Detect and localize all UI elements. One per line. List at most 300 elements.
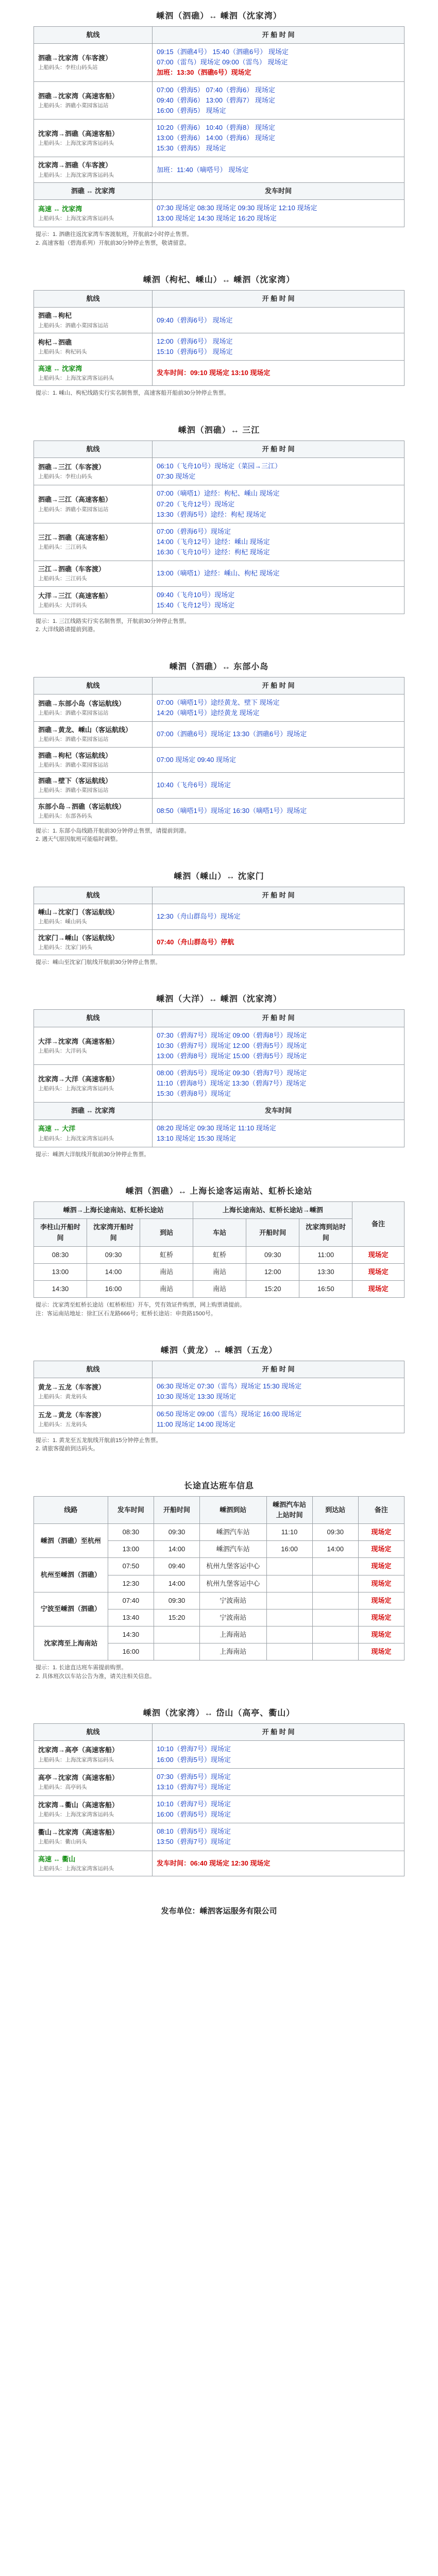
route-name: 泗礁→三江（车客渡） [38,463,106,471]
cell: 13:30 [299,1263,352,1280]
schedule-line[interactable]: 13:00（碧海8号）现场定 15:00（碧海5号）现场定 [157,1052,307,1060]
cell [312,1626,358,1643]
bus-line[interactable]: 13:10 现场定 15:30 现场定 [157,1134,236,1142]
column-header: 到达站 [312,1496,358,1523]
route-sub: 上船码头：东部各码头 [38,812,92,819]
route-sub: 上船码头：上海沈家湾客运码头 [38,215,114,222]
table-row [34,1558,405,1575]
schedule-line[interactable]: 14:00（飞舟12号）途经：嵊山 现场定 [157,537,270,546]
table-row [34,333,405,360]
route-sub: 上船码头：上海沈家湾客运码头 [38,1086,114,1092]
table-row [34,1524,405,1541]
route-sub: 上船码头：衢山码头 [38,1839,87,1845]
schedule-line[interactable]: 07:00 现场定 09:40 现场定 [157,755,236,764]
section-title: 嵊泗（黄龙）↔ 嵊泗（五龙） [160,1346,278,1355]
table-row [34,44,405,81]
table-row [34,798,405,823]
table-row [34,1405,405,1433]
schedule-table [33,290,405,386]
table-row [34,1768,405,1795]
cell: 14:00 [312,1541,358,1558]
note-line: 2. 请旅客提前到达码头。 [36,1446,99,1452]
route-name: 嵊山→沈家门（客运航线） [38,908,119,917]
table-row [34,81,405,119]
bus-line[interactable]: 07:30 现场定 08:30 现场定 09:30 现场定 12:10 现场定 [157,204,317,212]
cell [266,1558,312,1575]
route-sub: 上船码头：泗礁小菜园客运站 [38,787,109,794]
column-header-time: 开 船 时 间 [153,1361,405,1378]
notes [33,614,405,637]
schedule-line[interactable]: 15:10（碧海6号） 现场定 [157,347,233,355]
schedule-line[interactable]: 13:00（碧海6） 14:00（碧海6） 现场定 [157,134,275,142]
schedule-line[interactable]: 08:50（嘀嗒1号）现场定 16:30（嘀嗒1号）现场定 [157,806,307,815]
column-header-time: 开 船 时 间 [153,1724,405,1741]
section-shengshan-shenjiamen [33,860,405,970]
notes [33,1660,405,1684]
column-header: 备注 [358,1496,404,1523]
cell [154,1643,199,1660]
note-line: 2. 大洋线路请提前到港。 [36,626,99,633]
route-name: 高亭→沈家湾（高速客船） [38,1773,119,1782]
note-line: 提示：1. 泗礁往返沈家湾车客渡航班，开航前2小时停止售票。 [36,231,193,238]
note-line: 提示：嵊山至沈家门航线开航前30分钟停止售票。 [36,959,161,965]
schedule-line[interactable]: 16:00（碧海5号）现场定 [157,1755,231,1764]
route-sub: 上船码头：李柱山码头站 [38,64,98,71]
cell: 南站 [193,1281,246,1298]
ticket-link[interactable]: 现场定 [358,1609,404,1626]
column-header: 嵊泗汽车站上站时间 [266,1496,312,1523]
ticket-link[interactable]: 现场定 [358,1541,404,1558]
bus-header-time: 发车时间 [153,1103,405,1120]
route-name: 大洋→三江（高速客船） [38,591,112,600]
cell: 宁波南站 [200,1609,266,1626]
route-sub: 上船码头：上海沈家湾客运码头 [38,140,114,147]
cell [312,1558,358,1575]
cell: 08:30 [34,1246,87,1263]
route-name: 泗礁→沈家湾（车客渡） [38,54,112,62]
cell: 16:50 [299,1281,352,1298]
table-row [34,458,405,485]
cell: 上海南站 [200,1626,266,1643]
route-sub: 上船码头：上海沈家湾客运码头 [38,1811,114,1818]
notes [33,1298,405,1321]
schedule-line[interactable]: 10:30 现场定 13:30 现场定 [157,1393,236,1401]
section-title: 嵊泗（泗礁）↔ 三江 [178,426,260,435]
schedule-line[interactable]: 07:20（飞舟12号）现场定 [157,500,235,508]
cell [266,1626,312,1643]
route-sub: 上船码头：上海沈家湾客运码头 [38,1865,114,1872]
column-header: 开船时间 [154,1496,199,1523]
table-row [34,1263,405,1280]
cell: 南站 [140,1263,193,1280]
section-daishan [33,1697,405,1876]
schedule-line[interactable]: 16:30（飞舟10号）途经：枸杞 现场定 [157,548,270,556]
schedule-line[interactable]: 15:40（飞舟12号）现场定 [157,601,235,609]
route-sub: 上船码头：上海沈家湾客运码头 [38,375,114,382]
table-row [34,1626,405,1643]
subheader: 到站 [140,1219,193,1246]
route-sub: 上船码头：三江码头 [38,544,87,550]
schedule-line[interactable]: 11:10（碧海8号）现场定 13:30（碧海7号）现场定 [157,1079,307,1088]
bus-route-name: 高速 ↔ 大洋 [38,1125,76,1133]
cell: 12:30 [108,1575,154,1592]
section-dayang-shenjiawan [33,983,405,1162]
cell: 沈家湾至上海南站 [34,1626,108,1660]
cell [266,1592,312,1609]
schedule-line[interactable]: 10:10（碧海7号）现场定 [157,1745,231,1753]
table-row [34,1064,405,1102]
bus-table [33,1201,405,1298]
cell [266,1643,312,1660]
cell: 09:30 [154,1524,199,1541]
schedule-line[interactable]: 13:00（嘀嗒1）途经：嵊山、枸杞 现场定 [157,569,280,578]
cell: 宁波至嵊泗（泗礁） [34,1592,108,1626]
subheader: 沈家湾到站时间 [299,1219,352,1246]
ticket-link[interactable]: 现场定 [358,1558,404,1575]
ticket-link[interactable]: 现场定 [358,1575,404,1592]
route-name: 沈家湾→高亭（高速客船） [38,1746,119,1754]
schedule-table [33,1723,405,1876]
schedule-line[interactable]: 10:40（飞舟6号）现场定 [157,781,231,789]
column-header: 嵊泗到站 [200,1496,266,1523]
route-sub: 上船码头：上海沈家湾客运码头 [38,1135,114,1142]
cell: 09:30 [246,1246,299,1263]
route-name: 黄龙→五龙（车客渡） [38,1383,106,1392]
cell: 嵊泗汽车站 [200,1524,266,1541]
schedule-line[interactable]: 06:30 现场定 07:30（雷鸟）现场定 15:30 现场定 [157,1382,302,1391]
route-name: 五龙→黄龙（车客渡） [38,1411,106,1419]
column-header-time: 开 船 时 间 [153,440,405,457]
subheader: 李柱山开船时间 [34,1219,87,1246]
note-line: 提示：1. 三江线路实行实名制售票，开航前30分钟停止售票。 [36,618,190,624]
cell: 16:00 [266,1541,312,1558]
cell [154,1626,199,1643]
note-line: 2. 具体班次以车站公告为准，请关注相关信息。 [36,1673,156,1680]
table-row [34,157,405,182]
schedule-line[interactable]: 发车时间：06:40 现场定 12:30 现场定 [157,1859,271,1867]
route-sub: 上船码头：泗礁小菜园客运站 [38,761,109,768]
cell: 嵊泗汽车站 [200,1541,266,1558]
route-name: 沈家湾→衢山（高速客船） [38,1801,119,1809]
schedule-line[interactable]: 11:00 现场定 14:00 现场定 [157,1420,236,1428]
schedule-table [33,1361,405,1433]
route-name: 泗礁→沈家湾（高速客船） [38,92,119,100]
column-header-route: 航线 [34,887,153,904]
column-header-time: 开 船 时 间 [153,1010,405,1027]
table-row [34,773,405,798]
route-sub: 上船码头：黄龙码头 [38,1394,87,1400]
route-name: 泗礁→三江（高速客船） [38,496,112,504]
route-sub: 上船码头：泗礁小菜园客运站 [38,736,109,743]
schedule-table [33,440,405,614]
section-gouqi-shengshan [33,264,405,401]
table-row [34,485,405,523]
section-huanglong-wulong [33,1334,405,1456]
route-name: 大洋→沈家湾（高速客船） [38,1037,119,1045]
column-header: 发车时间 [108,1496,154,1523]
route-sub: 上船码头：泗礁小菜园客运站 [38,710,109,717]
ticket-link[interactable]: 现场定 [352,1263,405,1280]
schedule-line[interactable]: 07:00（雷鸟）现场定 09:00（雷鸟） 现场定 [157,58,288,66]
schedule-line[interactable]: 07:30 现场定 [157,472,196,481]
column-header-time: 开 船 时 间 [153,27,405,44]
cell [312,1609,358,1626]
cell: 07:40 [108,1592,154,1609]
bus-header: 泗礁 ↔ 沈家湾 [34,1103,153,1120]
schedule-line[interactable]: 07:00（碧海6号）现场定 [157,527,231,535]
cell: 杭州至嵊泗（泗礁） [34,1558,108,1592]
schedule-line[interactable]: 08:10（碧海5号）现场定 [157,1827,231,1836]
schedule-line[interactable]: 15:30（碧海8号）现场定 [157,1090,231,1098]
table-row [34,1281,405,1298]
table-row [34,1795,405,1823]
schedule-line[interactable]: 加班：13:30（泗礁6号）现场定 [157,69,251,77]
section-title: 嵊泗（泗礁）↔ 嵊泗（沈家湾） [156,12,282,21]
section-title: 长途直达班车信息 [183,1481,254,1490]
cell [312,1575,358,1592]
schedule-table [33,677,405,824]
schedule-line[interactable]: 12:00（碧海6号） 现场定 [157,337,233,345]
cell: 13:00 [34,1263,87,1280]
schedule-line[interactable]: 12:30（舟山群岛号）现场定 [157,912,241,921]
table-row [34,1027,405,1064]
column-header: 上海长途南站、虹桥长途站→嵊泗 [193,1202,352,1219]
route-name: 沈家湾→泗礁（高速客船） [38,129,119,138]
schedule-line[interactable]: 09:40（碧海6号） 现场定 [157,316,233,324]
schedule-line[interactable]: 10:10（碧海7号）现场定 [157,1800,231,1808]
note-line: 2. 高速客船（碧海系列）开航前30分钟停止售票，敬请留意。 [36,240,190,246]
notes [33,386,405,401]
route-sub: 上船码头：大洋码头 [38,602,87,608]
route-sub: 上船码头：泗礁小菜园客运站 [38,322,109,329]
note-line: 2. 遇天气原因航班可能临时调整。 [36,836,122,843]
bus-table [33,1496,405,1660]
cell: 南站 [140,1281,193,1298]
route-sub: 上船码头：上海沈家湾客运码头 [38,1756,114,1763]
table-row [34,1741,405,1768]
route-name: 泗礁→壁下（客运航线） [38,777,112,785]
schedule-line[interactable]: 16:00（碧海5号）现场定 [157,1810,231,1819]
note-line: 提示：1. 嵊山、枸杞线路实行实名制售票，高速客船开船前30分钟停止售票。 [36,390,230,397]
ticket-link[interactable]: 现场定 [352,1246,405,1263]
cell: 08:30 [108,1524,154,1541]
column-header-time: 开 船 时 间 [153,291,405,308]
cell [312,1643,358,1660]
route-name: 三江→泗礁（车客渡） [38,565,106,573]
cell: 16:00 [87,1281,140,1298]
route-name: 泗礁→枸杞（客运航线） [38,751,112,759]
table-row [34,119,405,157]
note-line: 提示：1. 黄龙至五龙航线开航前15分钟停止售票。 [36,1437,162,1444]
schedule-line[interactable]: 06:50 现场定 09:00（雷鸟）现场定 16:00 现场定 [157,1410,302,1418]
bus-route-name: 高速 ↔ 沈家湾 [38,205,82,213]
schedule-line[interactable]: 15:30（碧海5） 现场定 [157,144,226,152]
cell: 虹桥 [193,1246,246,1263]
route-name: 沈家门→嵊山（客运航线） [38,934,119,942]
section-shanghai-bus [33,1175,405,1321]
section-long-distance-bus [33,1470,405,1684]
table-row [34,747,405,772]
schedule-line[interactable]: 07:30（碧海7号）现场定 09:00（碧海8号）现场定 [157,1031,307,1039]
schedule-table [33,26,405,227]
route-sub: 上船码头：泗礁小菜园客运站 [38,506,109,513]
schedule-line[interactable]: 07:00（碧海5） 07:40（碧海6） 现场定 [157,86,275,94]
note-line: 提示：嵊泗大洋航线开航前30分钟停止售票。 [36,1151,150,1158]
notes [33,824,405,847]
schedule-line[interactable]: 09:40（碧海6） 13:00（碧海7） 现场定 [157,96,275,104]
section-title: 嵊泗（嵊山）↔ 沈家门 [174,872,264,881]
route-sub: 上船码头：上海沈家湾客运码头 [38,172,114,178]
route-sub: 上船码头：沈家门码头 [38,944,92,951]
route-name: 枸杞→泗礁 [38,338,72,346]
column-header-time: 开 船 时 间 [153,887,405,904]
notes [33,955,405,970]
ticket-link[interactable]: 现场定 [358,1592,404,1609]
ticket-link[interactable]: 现场定 [358,1524,404,1541]
table-row [34,199,405,227]
table-row [34,1246,405,1263]
note-line: 提示：1. 东部小岛线路开航前30分钟停止售票，请提前到港。 [36,827,190,834]
ticket-link[interactable]: 现场定 [352,1281,405,1298]
cell: 15:20 [154,1609,199,1626]
schedule-line[interactable]: 07:00（嘀嗒1）途经：枸杞、嵊山 现场定 [157,489,280,498]
route-sub: 上船码头：枸杞码头 [38,348,87,355]
schedule-line[interactable]: 09:40（飞舟10号）现场定 [157,590,235,599]
schedule-table [33,887,405,955]
route-name: 东部小岛→泗礁（客运航线） [38,802,126,810]
schedule-line[interactable]: 发车时间：09:10 现场定 13:10 现场定 [157,369,271,377]
route-name: 高速 ↔ 沈家湾 [38,365,82,373]
cell: 15:20 [246,1281,299,1298]
notes [33,1147,405,1162]
ticket-link[interactable]: 现场定 [358,1643,404,1660]
table-row [34,694,405,722]
section-title: 嵊泗（泗礁）↔ 东部小岛 [169,662,269,671]
notes [33,227,405,250]
column-header: 嵊泗→上海长途南站、虹桥长途站 [34,1202,193,1219]
column-header-route: 航线 [34,27,153,44]
bus-line[interactable]: 08:20 现场定 09:30 现场定 11:10 现场定 [157,1124,276,1132]
section-eastern-islands [33,651,405,847]
cell: 宁波南站 [200,1592,266,1609]
column-header: 备注 [352,1202,405,1246]
ticket-link[interactable]: 现场定 [358,1626,404,1643]
table-row [34,929,405,955]
cell: 14:30 [34,1281,87,1298]
route-sub: 上船码头：高亭码头 [38,1784,87,1790]
section-title: 嵊泗（沈家湾）↔ 岱山（高亭、衢山） [143,1709,295,1718]
schedule-line[interactable]: 06:10（飞舟10号）现场定（菜园→三江） [157,462,282,470]
subheader: 沈家湾开船时间 [87,1219,140,1246]
route-name: 三江→泗礁（高速客船） [38,533,112,541]
route-sub: 上船码头：大洋码头 [38,1047,87,1054]
schedule-line[interactable]: 10:30（碧海7号）现场定 12:00（碧海5号）现场定 [157,1041,307,1049]
cell: 14:30 [108,1626,154,1643]
route-sub: 上船码头：三江码头 [38,575,87,582]
cell: 13:40 [108,1609,154,1626]
notes [33,1433,405,1456]
cell: 嵊泗（泗礁）至杭州 [34,1524,108,1558]
bus-header-time: 发车时间 [153,182,405,199]
column-header-route: 航线 [34,677,153,694]
cell: 12:00 [246,1263,299,1280]
schedule-line[interactable]: 07:00（嘀嗒1号）途经黄龙、壁下 现场定 [157,699,280,707]
table-row [34,561,405,586]
schedule-line[interactable]: 10:20（碧海6） 10:40（碧海8） 现场定 [157,123,275,131]
table-row [34,1851,405,1876]
cell [266,1609,312,1626]
schedule-line[interactable]: 13:50（碧海7号）现场定 [157,1838,231,1846]
cell: 14:00 [87,1263,140,1280]
schedule-line[interactable]: 08:00（碧海5号）现场定 09:30（碧海7号）现场定 [157,1069,307,1077]
column-header-route: 航线 [34,1724,153,1741]
note-line: 注：客运南站地址：徐汇区石龙路666号；虹桥长途站：申贵路1500号。 [36,1310,216,1317]
column-header-route: 航线 [34,440,153,457]
table-row [34,904,405,929]
column-header-route: 航线 [34,291,153,308]
route-name: 泗礁→枸杞 [38,312,72,320]
schedule-table [33,1009,405,1147]
schedule-line[interactable]: 14:20（嘀嗒1号）途经黄龙 现场定 [157,709,260,717]
cell: 南站 [193,1263,246,1280]
section-sanjiang [33,414,405,637]
table-row [34,1120,405,1147]
route-name: 泗礁→东部小岛（客运航线） [38,700,126,707]
cell: 09:30 [154,1592,199,1609]
schedule-line[interactable]: 13:10（碧海7号）现场定 [157,1783,231,1791]
route-name: 沈家湾→泗礁（车客渡） [38,161,112,170]
cell: 杭州九堡客运中心 [200,1575,266,1592]
schedule-line[interactable]: 16:00（碧海5） 现场定 [157,106,226,114]
table-row [34,722,405,747]
cell: 09:30 [87,1246,140,1263]
schedule-line[interactable]: 07:30（碧海5号）现场定 [157,1772,231,1781]
table-row [34,361,405,386]
publisher-footer: 发布单位：嵊泗客运服务有限公司 [161,1906,277,1916]
schedule-line[interactable]: 09:15（泗礁4号） 15:40（泗礁6号） 现场定 [157,48,289,56]
column-header: 线路 [34,1496,108,1523]
route-sub: 上船码头：嵊山码头 [38,919,87,925]
schedule-line[interactable]: 07:00（泗礁6号）现场定 13:30（泗礁6号）现场定 [157,730,307,738]
cell: 14:00 [154,1575,199,1592]
column-header-time: 开 船 时 间 [153,677,405,694]
table-row [34,1823,405,1851]
table-row [34,523,405,561]
cell: 虹桥 [140,1246,193,1263]
bus-line[interactable]: 13:00 现场定 14:30 现场定 16:20 现场定 [157,214,277,223]
column-header-route: 航线 [34,1361,153,1378]
route-name: 泗礁→黄龙、嵊山（客运航线） [38,726,132,734]
schedule-line[interactable]: 加班：11:40（嘀嗒号） 现场定 [157,165,249,174]
route-sub: 上船码头：李柱山码头 [38,473,92,480]
cell: 07:50 [108,1558,154,1575]
schedule-line[interactable]: 13:30（碧海5号）途经：枸杞 现场定 [157,510,266,518]
cell: 09:40 [154,1558,199,1575]
cell [266,1575,312,1592]
table-row [34,1592,405,1609]
cell: 杭州九堡客运中心 [200,1558,266,1575]
section-title: 嵊泗（大洋）↔ 嵊泗（沈家湾） [156,995,282,1004]
route-name: 沈家湾→大洋（高速客船） [38,1075,119,1083]
subheader: 开船时间 [246,1219,299,1246]
table-row [34,586,405,614]
note-line: 提示：沈家湾至虹桥长途站（虹桥枢纽）开车，凭有效证件购票，网上购票请提前。 [36,1302,245,1309]
section-sijiao-shenjiawan [33,0,405,250]
cell: 16:00 [108,1643,154,1660]
schedule-line[interactable]: 07:40（舟山群岛号）停航 [157,938,234,946]
route-sub: 上船码头：泗礁小菜园客运站 [38,102,109,109]
cell: 09:30 [312,1524,358,1541]
